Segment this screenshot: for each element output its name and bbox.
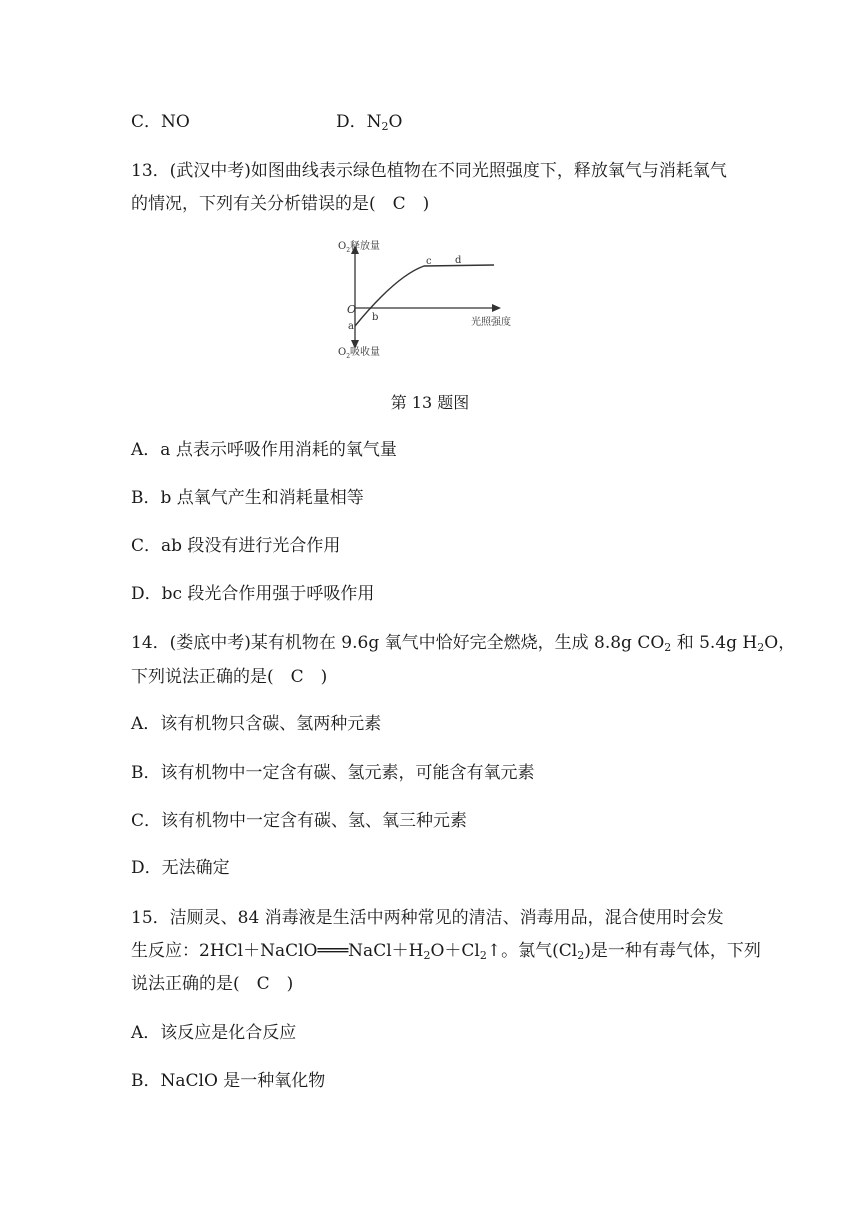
q14-option-d: D．无法确定 [131,858,230,878]
x-axis-arrow [492,304,501,312]
point-a-label: a [348,321,354,332]
point-c-label: c [426,256,432,267]
q13-figure-caption: 第 13 题图 [390,393,470,412]
y-top-label: $O_2$释放量 [338,241,381,254]
q15-stem-line3: 说法正确的是( C ) [131,974,294,994]
q15-stem-line1: 15．洁厕灵、84 消毒液是生活中两种常见的清洁、消毒用品，混合使用时会发 [131,908,724,928]
q13-option-c: C．ab 段没有进行光合作用 [131,536,341,556]
q13-figure [336,236,526,360]
origin-label: O [347,303,357,316]
q14-option-a: A．该有机物只含碳、氢两种元素 [131,714,382,734]
q14-stem-line1: 14．(娄底中考)某有机物在 9.6g 氧气中恰好完全燃烧，生成 8.8g $CO_2$ 和 5.4g $H_2O$， [131,633,796,654]
q14-stem-line2: 下列说法正确的是( C ) [131,667,328,687]
point-d-label: d [455,255,462,266]
q14-option-b: B．该有机物中一定含有碳、氢元素，可能含有氧元素 [131,763,535,783]
oxygen-light-graph [336,236,526,360]
q13-option-a: A．a 点表示呼吸作用消耗的氧气量 [131,440,397,460]
q14-option-c: C．该有机物中一定含有碳、氢、氧三种元素 [131,811,468,831]
q15-option-a: A．该反应是化合反应 [131,1023,297,1043]
q15-stem-line2: 生反应：$2HCl+NaClO═══NaCl+H_2O+Cl_2↑$。氯气$(Cl_2)$是一种有毒气体，下列 [131,941,761,962]
x-label: 光照强度 [471,317,511,328]
q13-option-b: B．b 点氧气产生和消耗量相等 [131,488,364,508]
q13-stem-line2: 的情况，下列有关分析错误的是( C ) [131,194,430,214]
q13-stem-line1: 13．(武汉中考)如图曲线表示绿色植物在不同光照强度下，释放氧气与消耗氧气 [131,161,727,181]
q12-option-c: C．NO [131,112,190,132]
y-bottom-label: $O_2$吸收量 [338,347,381,360]
q15-option-b: B．NaClO 是一种氧化物 [131,1071,326,1091]
q13-option-d: D．bc 段光合作用强于呼吸作用 [131,584,375,604]
q12-options-row [131,111,403,133]
q12-option-d: D．$N_2O$ [336,112,403,133]
point-b-label: b [372,312,379,323]
